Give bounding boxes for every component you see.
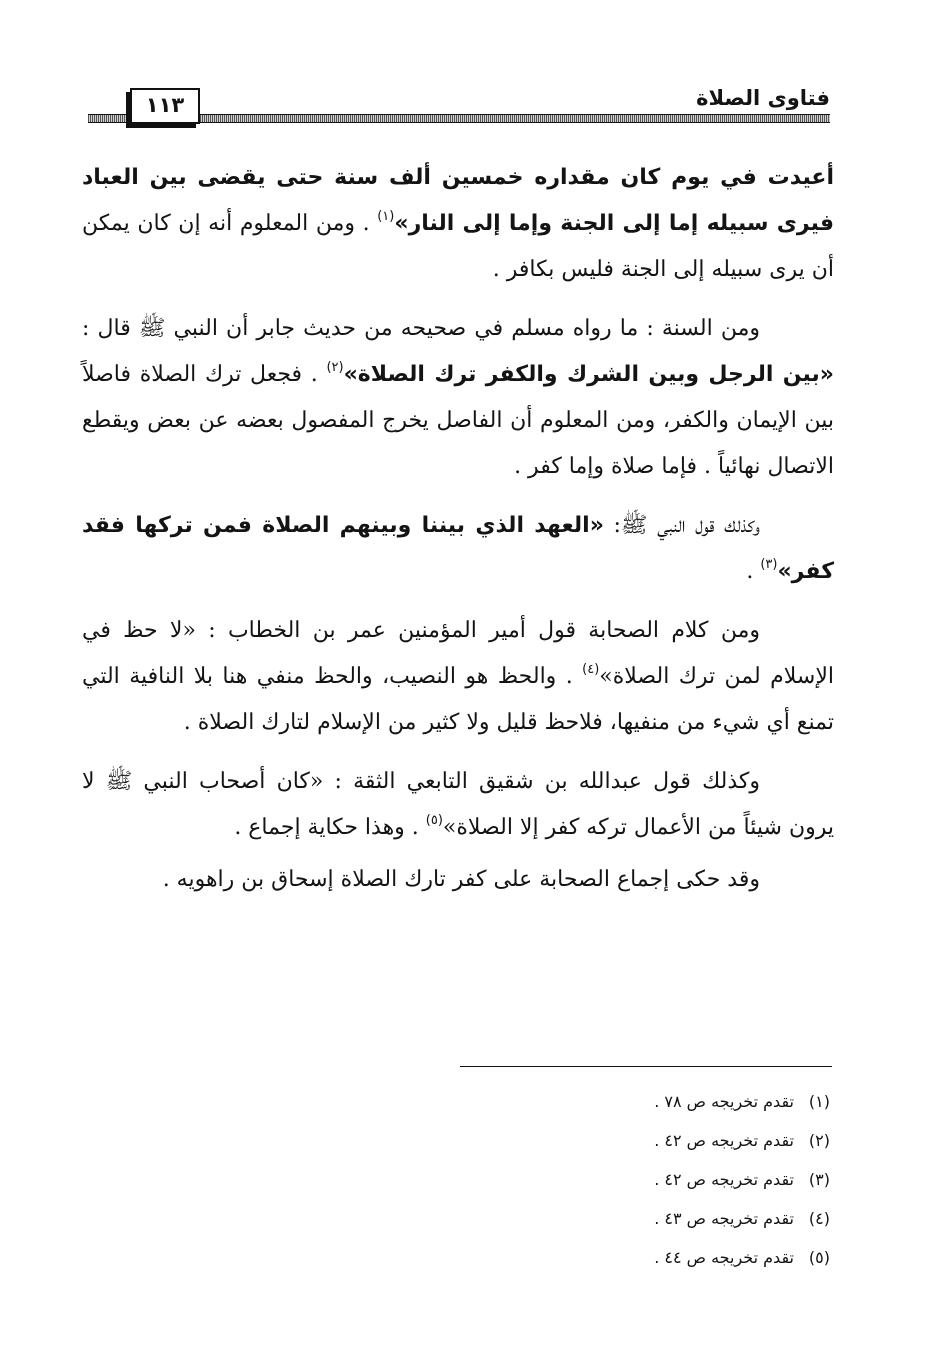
footnote-item xyxy=(460,1082,830,1121)
footnote-text: تقدم تخريجه ص ٤٣ . xyxy=(654,1209,794,1228)
hadith-quote: «بين الرجل وبين الشرك والكفر ترك الصلاة» xyxy=(343,362,835,387)
footnote-item xyxy=(460,1199,830,1238)
footnote-ref[interactable]: (٣) xyxy=(760,557,778,572)
paragraph-text: وكذلك قول عبدالله بن شقيق التابعي الثقة : «كان أصحاب النبي ﷺ لا يرون شيئاً من الأعمال تركه كفر إلا الصلاة» xyxy=(82,769,834,840)
footnotes xyxy=(460,1082,830,1277)
footnote-text: تقدم تخريجه ص ٤٢ . xyxy=(654,1131,794,1150)
footnote-number: (١) xyxy=(808,1092,830,1111)
paragraph-1 xyxy=(82,155,834,293)
paragraph-2 xyxy=(82,306,834,490)
footnote-number: (٤) xyxy=(808,1209,830,1228)
running-header xyxy=(88,78,830,130)
footnote-item xyxy=(460,1160,830,1199)
footnote-ref[interactable]: (٥) xyxy=(425,813,443,828)
page-number-box xyxy=(130,88,200,124)
paragraph-text: . وهذا حكاية إجماع . xyxy=(234,815,426,840)
footnote-ref[interactable]: (١) xyxy=(377,209,395,224)
paragraph-5 xyxy=(82,759,834,851)
footnote-number: (٣) xyxy=(808,1170,830,1189)
paragraph-text: ومن السنة : ما رواه مسلم في صحيحه من حديث جابر أن النبي ﷺ قال : xyxy=(82,316,760,341)
footnote-text: تقدم تخريجه ص ٤٢ . xyxy=(654,1170,794,1189)
paragraph-6 xyxy=(82,857,834,903)
footnote-text: تقدم تخريجه ص ٤٤ . xyxy=(654,1248,794,1267)
paragraph-text: . فجعل ترك الصلاة فاصلاً بين الإيمان والكفر، ومن المعلوم أن الفاصل يخرج المفصول بعضه عن بعض ويقطع الاتصال نهائياً . فإما صلاة وإما كفر . xyxy=(82,362,834,479)
footnote-ref[interactable]: (٢) xyxy=(326,360,344,375)
paragraph-text: . xyxy=(746,559,761,584)
book-title: فتاوى الصلاة xyxy=(696,86,830,110)
paragraph-text: وكذلك قول النبي ﷺ: xyxy=(603,513,760,538)
paragraph-text: ومن كلام الصحابة قول أمير المؤمنين عمر بن الخطاب : «لا حظ في الإسلام لمن ترك الصلاة» xyxy=(82,618,834,689)
footnote-separator xyxy=(460,1066,832,1067)
quote-text: أعيدت في يوم كان مقداره خمسين ألف سنة حتى يقضى بين العباد فيرى سبيله إما إلى الجنة وإما إلى النار» xyxy=(82,165,834,236)
paragraph-text: . ومن المعلوم أنه إن كان يمكن أن يرى سبيله إلى الجنة فليس بكافر . xyxy=(82,211,834,282)
paragraph-4 xyxy=(82,608,834,746)
footnote-ref[interactable]: (٤) xyxy=(582,662,600,677)
footnote-number: (٢) xyxy=(808,1131,830,1150)
footnote-item xyxy=(460,1238,830,1277)
paragraph-3 xyxy=(82,503,834,595)
footnote-number: (٥) xyxy=(808,1248,830,1267)
paragraph-text: وقد حكى إجماع الصحابة على كفر تارك الصلاة إسحاق بن راهويه . xyxy=(162,867,760,892)
paragraph-text: . والحظ هو النصيب، والحظ منفي هنا بلا النافية التي تمنع أي شيء من منفيها، فلاحظ قليل ولا كثير من الإسلام لتارك الصلاة . xyxy=(82,664,834,735)
footnote-item xyxy=(460,1121,830,1160)
footnote-text: تقدم تخريجه ص ٧٨ . xyxy=(654,1092,794,1111)
page-number: ١١٣ xyxy=(145,93,185,117)
page-body xyxy=(82,155,834,916)
hadith-quote: «العهد الذي بيننا وبينهم الصلاة فمن تركها فقد كفر» xyxy=(82,513,834,584)
